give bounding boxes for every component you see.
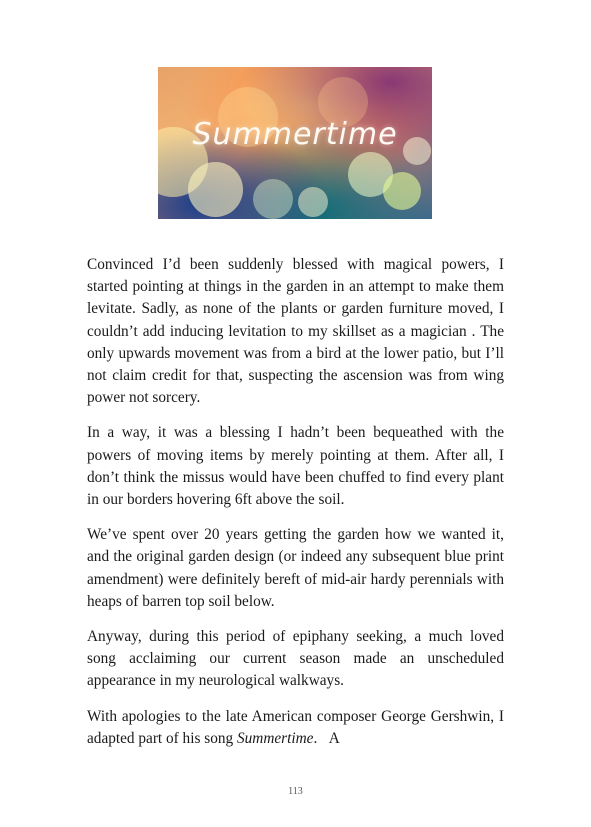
paragraph: Anyway, during this period of epiphany seeking, a much loved song acclaiming our current season made an unscheduled appearance in my neurological walkways.: [87, 628, 504, 690]
summertime-header-image: [158, 67, 432, 219]
paragraph-text: . A: [313, 729, 340, 747]
bokeh-light: [253, 179, 293, 219]
paragraph: [87, 706, 504, 750]
bokeh-light: [383, 172, 421, 210]
bokeh-light: [188, 162, 243, 217]
paragraph: We’ve spent over 20 years getting the garden how we wanted it, and the original garden design (or indeed any subsequent blue print amendment) were definitely bereft of mid-air hardy perennials with heaps of barren top soil below.: [87, 526, 504, 610]
article-body: [87, 254, 504, 763]
paragraph-text: With apologies to the late American composer George Gershwin, I adapted part of his song: [87, 707, 504, 747]
bokeh-light: [298, 187, 328, 217]
paragraph: Convinced I’d been suddenly blessed with magical powers, I started pointing at things in the garden in an attempt to make them levitate. Sadly, as none of the plants or garden furniture moved, I couldn’t add inducing levitation to my skillset as a magician . The only upwards movement was from a bird at the lower patio, but I’ll not claim credit for that, suspecting the ascension was from wing power not sorcery.: [87, 256, 504, 407]
song-title: Summertime: [236, 729, 314, 747]
paragraph: In a way, it was a blessing I hadn’t been bequeathed with the powers of moving items by merely pointing at them. After all, I don’t think the missus would have been chuffed to find every plant in our borders hovering 6ft above the soil.: [87, 424, 504, 509]
page-number: 113: [288, 786, 303, 797]
hero-title: Summertime: [192, 117, 398, 152]
